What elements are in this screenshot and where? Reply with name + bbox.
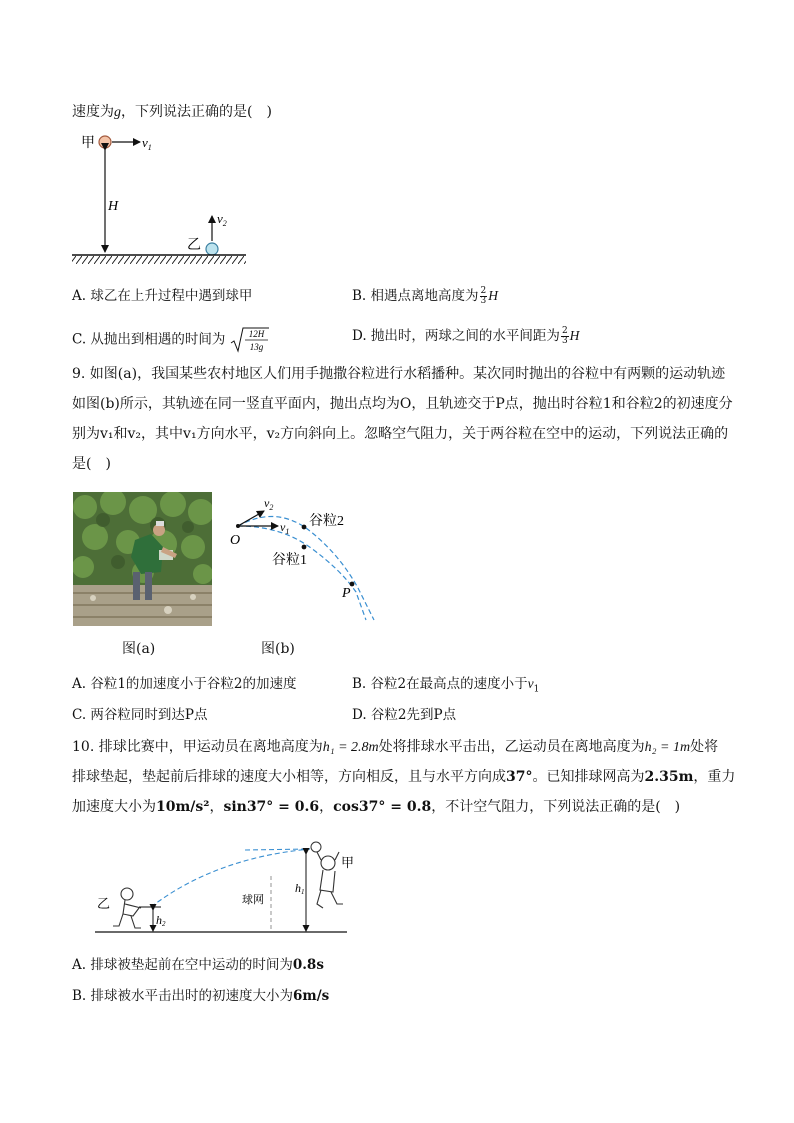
q8-label-yi: 乙 (187, 238, 201, 253)
player-jia (317, 852, 343, 908)
grain-1-dot (302, 545, 307, 550)
q9-line1: 9. 如图(a)，我国某些农村地区人们用手抛撒谷粒进行水稻播种。某次同时抛出的谷粒中有两颗的运动轨迹 (72, 366, 726, 382)
svg-text:12H: 12H (248, 329, 264, 339)
trajectory-grain-2 (238, 516, 374, 620)
q10-option-a[interactable]: A. 排球被垫起前在空中运动的时间为0.8s (72, 957, 324, 973)
q9-option-d[interactable]: D. 谷粒2先到P点 (352, 707, 457, 723)
h2-label: h2 (156, 913, 166, 928)
q9-trajectory-figure (226, 492, 386, 624)
q9-line2: 如图(b)所示，其轨迹在同一竖直平面内，抛出点均为O，且轨迹交于P点，抛出时谷粒1和谷粒2的初速度分 (72, 396, 733, 412)
label-v1: $v_1$ (280, 520, 290, 536)
label-grain-2: 谷粒2 (309, 514, 344, 529)
photo-illustration (73, 492, 212, 626)
q8-v2-label: $v_2$ (217, 211, 227, 228)
h1-label: h1 (295, 881, 305, 896)
q10-line2: 排球垫起，垫起前后排球的速度大小相等，方向相反，且与水平方向成37°。已知排球网高为2.35m，重力 (72, 769, 736, 785)
player-yi (113, 888, 141, 928)
sqrt-sign (230, 326, 270, 354)
q9-option-a[interactable]: A. 谷粒1的加速度小于谷粒2的加速度 (72, 676, 297, 692)
q8-stem-end: ，下列说法正确的是( ) (121, 104, 272, 120)
q8-H-label: H (108, 199, 119, 214)
q9-option-c[interactable]: C. 两谷粒同时到达P点 (72, 707, 208, 723)
q10-volleyball-figure (95, 838, 355, 938)
rice-sowing-photo (73, 492, 212, 626)
frac: $\frac{2}{3}$ (561, 326, 568, 346)
frac: $\frac{2}{3}$ (480, 286, 487, 306)
ground-hatch (72, 256, 246, 264)
q8-stem-text: 速度为 (72, 104, 114, 120)
q9-line4: 是( ) (72, 456, 111, 472)
net-label: 球网 (242, 894, 264, 906)
q10-line1: 10. 排球比赛中，甲运动员在离地高度为h₁ = 2.8m处将排球水平击出，乙运动员在离地高度为h₂ = 1m处将 (72, 739, 719, 755)
label-P: P (342, 586, 351, 601)
q8-label-jia: 甲 (81, 136, 95, 151)
q10-line3: 加速度大小为10m/s²，sin37° = 0.6，cos37° = 0.8，不计空气阻力，下列说法正确的是( ) (72, 799, 681, 815)
q8-figure (70, 128, 260, 268)
q8-option-a[interactable]: A. 球乙在上升过程中遇到球甲 (72, 288, 253, 304)
q8-stem-var: g (114, 105, 121, 120)
point-O (236, 524, 240, 528)
ball-trajectory (151, 849, 310, 907)
q8-option-c[interactable]: C. 从抛出到相遇的时间为 12H 13g (72, 326, 270, 354)
grain-2-dot (302, 525, 307, 530)
label-grain-1: 谷粒1 (272, 553, 307, 568)
ball-jia (99, 136, 111, 148)
volleyball (311, 842, 321, 852)
q10-option-b[interactable]: B. 排球被水平击出时的初速度大小为6m/s (72, 988, 330, 1004)
q8-v1-label: $v_1$ (142, 135, 152, 152)
q9-line3: 别为v₁和v₂，其中v₁方向水平，v₂方向斜向上。忽略空气阻力，关于两谷粒在空中的运动，下列说法正确的 (72, 426, 729, 442)
label-yi: 乙 (97, 896, 111, 911)
q8-option-b[interactable]: B. 相遇点离地高度为 $\frac{2}{3}$ H (352, 286, 498, 306)
label-v2: $v_2$ (264, 496, 274, 512)
trajectory-grain-1 (238, 526, 366, 620)
q9-option-b[interactable]: B. 谷粒2在最高点的速度小于$v_1$ (352, 676, 540, 695)
v2-arrow (238, 511, 264, 526)
q8-option-d[interactable]: D. 抛出时，两球之间的水平间距为 $\frac{2}{3}$ H (352, 326, 580, 346)
caption-fig-a: 图(a) (122, 641, 156, 657)
svg-text:13g: 13g (249, 342, 263, 352)
label-jia: 甲 (341, 855, 355, 870)
q8-stem (72, 102, 272, 123)
caption-fig-b: 图(b) (261, 641, 295, 657)
label-O: O (230, 533, 241, 548)
ball-yi (206, 243, 218, 255)
